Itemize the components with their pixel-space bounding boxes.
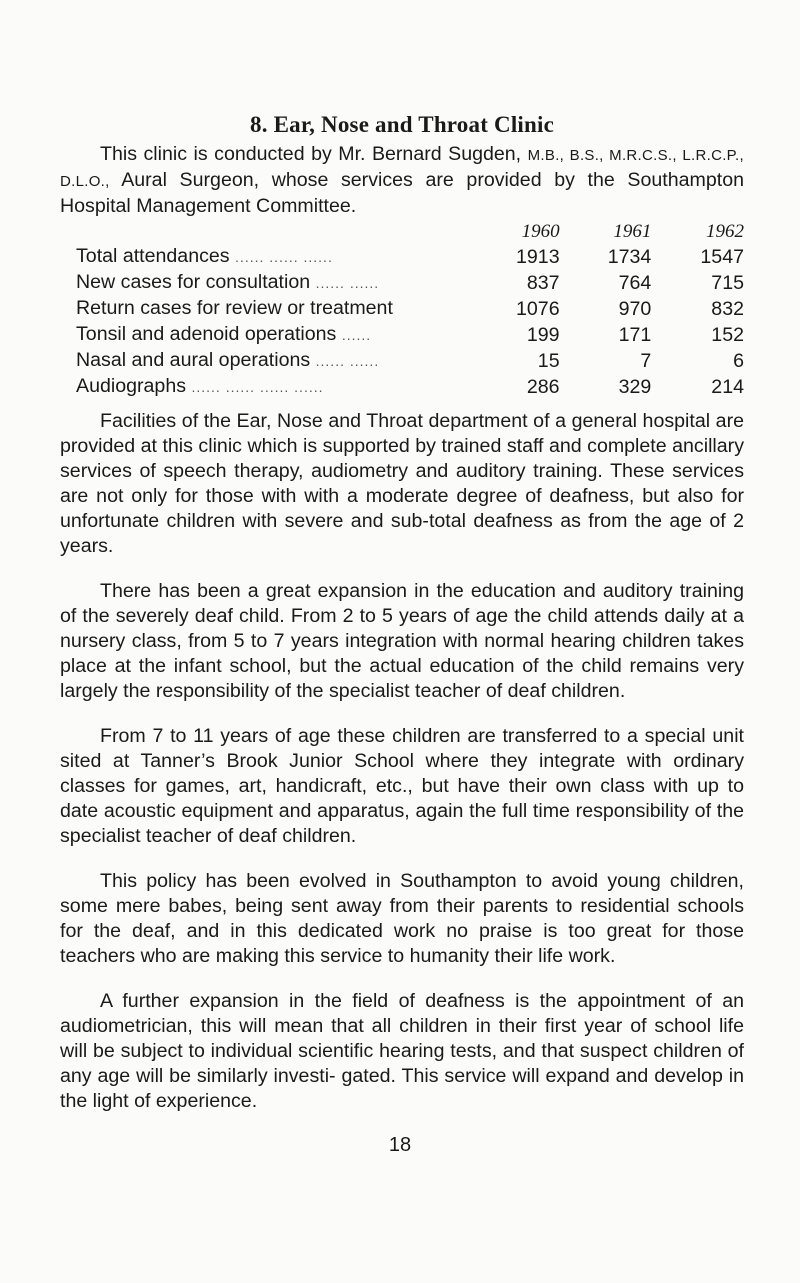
table-row: [60, 322, 744, 348]
paragraph-special-unit: From 7 to 11 years of age these children are transferred to a special unit sited at Tanner’s Brook Junior School where they integrate with ordinary classes for games, art, handicraft, etc., but have their own class with up to date acoustic equipment and apparatus, again the full time responsibility of the specialist teacher of deaf children.: [60, 725, 744, 847]
row-label: Total attendances: [76, 245, 230, 267]
cell-1962: 1547: [700, 245, 744, 268]
cell-1962: 715: [711, 271, 744, 294]
cell-1960: 286: [526, 375, 560, 398]
cell-1961: 7: [640, 349, 652, 372]
cell-1960: 1076: [516, 297, 560, 320]
dot-leader: ...... ...... ...... ......: [191, 379, 324, 395]
intro-paragraph: [60, 142, 744, 219]
year-header-1960: 1960: [521, 221, 560, 242]
cell-1962: 214: [711, 375, 744, 398]
paragraph-facilities: Facilities of the Ear, Nose and Throat department of a general hospital are provided at this clinic which is supported by trained staff and complete ancillary services of speech therapy, audiometry and auditory training. These services are not only for those with with a moderate degree of deafness, but also for unfortunate children with severe and sub-total deafness as from the age of 2 years.: [60, 410, 744, 557]
dot-leader: ...... ......: [315, 275, 380, 291]
section-heading: 8. Ear, Nose and Throat Clinic: [250, 112, 554, 137]
year-header-1962: 1962: [706, 221, 744, 242]
cell-1961: 171: [618, 323, 652, 346]
table-row: [60, 348, 744, 374]
cell-1962: 832: [711, 297, 744, 320]
cell-1960: 199: [526, 323, 560, 346]
paragraph-policy: This policy has been evolved in Southampton to avoid young children, some mere babes, being sent away from their parents to residential schools for the deaf, and in this dedicated work no praise is too great for those teachers who are making this service to humanity their life work.: [60, 870, 744, 967]
table-row: [60, 296, 744, 322]
document-page: [60, 112, 744, 1114]
cell-1961: 329: [618, 375, 652, 398]
dot-leader: ...... ......: [315, 353, 380, 369]
cell-1960: 15: [537, 349, 560, 372]
row-label: New cases for consultation: [76, 271, 311, 293]
table-row: [60, 270, 744, 296]
cell-1961: 970: [618, 297, 652, 320]
table-row: [60, 244, 744, 270]
cell-1960: 1913: [516, 245, 560, 268]
cell-1960: 837: [526, 271, 560, 294]
cell-1962: 6: [733, 349, 744, 372]
dot-leader: ...... ...... ......: [235, 249, 333, 265]
intro-before-quals: This clinic is conducted by Mr. Bernard Sugden,: [100, 143, 522, 165]
row-label: Audiographs: [76, 375, 187, 397]
table-row: [60, 374, 744, 400]
paragraph-expansion: There has been a great expansion in the education and auditory training of the severely deaf child. From 2 to 5 years of age the child attends daily at a nursery class, from 5 to 7 years integration with normal hearing children takes place at the infant school, but the actual education of the child remains very largely the responsibility of the specialist teacher of deaf children.: [60, 580, 744, 702]
page-number: 18: [388, 1134, 412, 1156]
table-header-row: [60, 219, 744, 244]
year-header-1961: 1961: [613, 221, 652, 242]
row-label: Return cases for review or treatment: [76, 297, 393, 319]
intro-after-quals: Aural Surgeon, whose services are provided by the Southampton Hospital Management Committee.: [60, 169, 744, 217]
cell-1962: 152: [711, 323, 744, 346]
paragraph-audiometrician: A further expansion in the field of deafness is the appointment of an audiometrician, this will mean that all children in their first year of school life will be subject to individual scientific hearing tests, and that suspect children of any age will be similarly investi- gated. This service will expand and develop in the light of experience.: [60, 990, 744, 1112]
row-label: Tonsil and adenoid operations: [76, 323, 337, 345]
row-label: Nasal and aural operations: [76, 349, 311, 371]
surgeon-qualifications: M.B., B.S., M.R.C.S., L.R.C.P., D.L.O.,: [60, 147, 744, 190]
attendance-table: [60, 219, 744, 400]
cell-1961: 1734: [607, 245, 652, 268]
cell-1961: 764: [618, 271, 652, 294]
dot-leader: ......: [341, 327, 372, 343]
